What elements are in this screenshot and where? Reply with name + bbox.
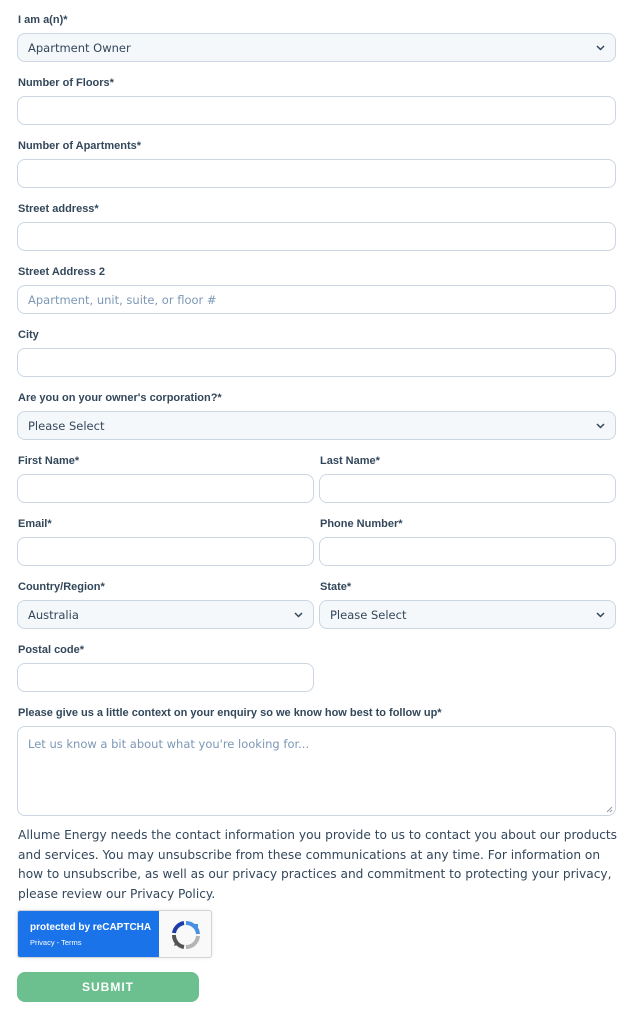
recaptcha-protected-text: protected by reCAPTCHA <box>30 922 152 933</box>
recaptcha-privacy-terms-link[interactable]: Privacy - Terms <box>30 938 82 947</box>
country-value: Australia <box>28 607 79 622</box>
phone-label: Phone Number* <box>320 518 403 530</box>
first-name-label: First Name* <box>18 455 80 467</box>
chevron-down-icon <box>293 610 303 620</box>
state-label: State* <box>320 581 352 593</box>
apartments-label: Number of Apartments* <box>18 140 142 152</box>
phone-input[interactable] <box>319 537 616 566</box>
iam-label: I am a(n)* <box>18 14 68 26</box>
chevron-down-icon <box>595 421 605 431</box>
recaptcha-panel <box>18 911 159 958</box>
street-input[interactable] <box>17 222 616 251</box>
country-select[interactable] <box>17 600 314 629</box>
state-value: Please Select <box>330 607 407 622</box>
legal-consent-text: Allume Energy needs the contact information you provide to us to contact you about our products and services. You may unsubscribe from these communications at any time. For information on how to unsubscribe, as well as our privacy practices and commitment to protecting your privacy, please review our Privacy Policy. <box>18 828 618 901</box>
street2-input[interactable] <box>17 285 616 314</box>
country-label: Country/Region* <box>18 581 105 593</box>
floors-label: Number of Floors* <box>18 77 114 89</box>
state-select[interactable] <box>319 600 616 629</box>
chevron-down-icon <box>595 43 605 53</box>
recaptcha-badge[interactable] <box>17 910 212 958</box>
email-input[interactable] <box>17 537 314 566</box>
context-textarea[interactable] <box>17 726 616 816</box>
corporation-select[interactable] <box>17 411 616 440</box>
city-input[interactable] <box>17 348 616 377</box>
recaptcha-logo-icon <box>170 920 202 950</box>
corporation-value: Please Select <box>28 418 105 433</box>
resize-handle-icon[interactable] <box>605 805 613 813</box>
submit-button[interactable]: SUBMIT <box>17 972 199 1002</box>
chevron-down-icon <box>595 610 605 620</box>
context-label: Please give us a little context on your enquiry so we know how best to follow up* <box>18 707 442 719</box>
last-name-input[interactable] <box>319 474 616 503</box>
street-label: Street address* <box>18 203 99 215</box>
floors-input[interactable] <box>17 96 616 125</box>
iam-value: Apartment Owner <box>28 40 131 55</box>
corporation-label: Are you on your owner's corporation?* <box>18 392 222 404</box>
street2-label: Street Address 2 <box>18 266 106 278</box>
last-name-label: Last Name* <box>320 455 380 467</box>
postal-input[interactable] <box>17 663 314 692</box>
city-label: City <box>18 329 39 341</box>
postal-label: Postal code* <box>18 644 85 656</box>
context-placeholder: Let us know a bit about what you're looking for... <box>28 737 310 751</box>
street2-placeholder: Apartment, unit, suite, or floor # <box>28 292 217 307</box>
first-name-input[interactable] <box>17 474 314 503</box>
apartments-input[interactable] <box>17 159 616 188</box>
email-label: Email* <box>18 518 52 530</box>
iam-select[interactable] <box>17 33 616 62</box>
